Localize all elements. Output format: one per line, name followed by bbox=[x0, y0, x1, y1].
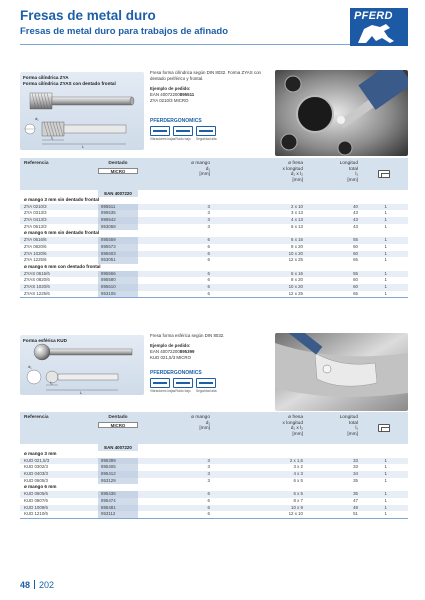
cell-ean: 895481 bbox=[98, 505, 138, 512]
cell-pack: 1 bbox=[384, 203, 387, 209]
cell-reference: ZYA 0613/3 bbox=[24, 223, 47, 229]
dim-l2: l₁ bbox=[51, 135, 54, 140]
page-number: 48 bbox=[20, 580, 31, 590]
cell-pack: 1 bbox=[384, 257, 387, 263]
cell-reference: ZYAS 0820/6 bbox=[24, 277, 50, 283]
cell-pack: 1 bbox=[384, 504, 387, 510]
table-body bbox=[20, 197, 408, 297]
cell-length: 40 bbox=[353, 203, 358, 209]
table-section-heading: ø mango 6 mm con dentado frontal bbox=[20, 264, 408, 271]
cell-ean: 895535 bbox=[98, 210, 138, 217]
cell-head: 6 x 13 bbox=[291, 223, 303, 229]
table-row bbox=[20, 458, 408, 465]
cell-length: 35 bbox=[353, 477, 358, 483]
cell-shank: 6 bbox=[207, 257, 210, 263]
cell-head: 6 x 5 bbox=[293, 477, 303, 483]
cell-shank: 6 bbox=[207, 237, 210, 243]
dim-d1: d₁ bbox=[28, 364, 32, 369]
table-header: Referencia Dentado MICRO ø mango d₁ [mm] ø fresa x longitud d₁ x l₂ [mm] Longitud total l₁ [mm] bbox=[20, 158, 408, 190]
cell-reference: ZYA 1020/6 bbox=[24, 250, 47, 256]
cell-head: 12 x 10 bbox=[288, 511, 303, 517]
cell-ean: 953129 bbox=[98, 478, 138, 485]
cell-ean: 895474 bbox=[98, 498, 138, 505]
cell-ean: 953112 bbox=[98, 511, 138, 518]
cell-head: 12 x 25 bbox=[288, 257, 303, 263]
cell-length: 55 bbox=[353, 270, 358, 276]
cell-ean: 895405 bbox=[98, 464, 138, 471]
dim-l1: L bbox=[80, 390, 83, 395]
micro-label: MICRO bbox=[98, 168, 138, 174]
table-kud bbox=[20, 412, 408, 519]
cell-pack: 1 bbox=[384, 491, 387, 497]
cell-head: 10 x 20 bbox=[288, 283, 303, 289]
table-row bbox=[20, 491, 408, 498]
cell-head: 10 x 9 bbox=[291, 504, 303, 510]
pferd-logo: PFERD bbox=[350, 8, 408, 46]
cell-reference: KUD 1210/6 bbox=[24, 511, 48, 517]
vibration-icon: Vibraciones bajas bbox=[150, 378, 170, 393]
noise-icon: Ruido bajo bbox=[173, 378, 193, 393]
table-row bbox=[20, 464, 408, 471]
cell-length: 60 bbox=[353, 243, 358, 249]
cell-pack: 1 bbox=[384, 217, 387, 223]
cell-head: 12 x 25 bbox=[288, 290, 303, 296]
table-row bbox=[20, 217, 408, 224]
cell-shank: 3 bbox=[207, 210, 210, 216]
cell-length: 65 bbox=[353, 290, 358, 296]
table-row bbox=[20, 251, 408, 258]
diagram-title: Forma cilíndrica ZYA Forma cilíndrica ZYAS con dentado frontal bbox=[23, 75, 116, 86]
cell-shank: 3 bbox=[207, 464, 210, 470]
cell-length: 34 bbox=[353, 471, 358, 477]
table-row bbox=[20, 511, 408, 518]
cell-pack: 1 bbox=[384, 471, 387, 477]
cylinder-burr-drawing bbox=[20, 72, 144, 150]
cell-pack: 1 bbox=[384, 250, 387, 256]
table-row bbox=[20, 498, 408, 505]
cell-ean: 895399 bbox=[98, 458, 138, 465]
table-zya bbox=[20, 158, 408, 298]
cell-head: 10 x 20 bbox=[288, 250, 303, 256]
cell-shank: 6 bbox=[207, 250, 210, 256]
cell-reference: ZYA 0413/3 bbox=[24, 217, 47, 223]
cell-pack: 1 bbox=[384, 223, 387, 229]
table-header: Referencia Dentado MICRO ø mango d₁ [mm] ø fresa x longitud d₁ x l₂ [mm] Longitud total l₁ [mm] bbox=[20, 412, 408, 444]
safety-icon: Seguridad alta bbox=[196, 378, 216, 393]
cell-reference: KUD 0605/6 bbox=[24, 491, 48, 497]
cell-head: 6 x 5 bbox=[293, 491, 303, 497]
cell-shank: 6 bbox=[207, 283, 210, 289]
cell-length: 43 bbox=[353, 217, 358, 223]
cell-reference: ZYAS 0616/6 bbox=[24, 270, 50, 276]
cell-reference: KUD 0302/3 bbox=[24, 464, 48, 470]
vibration-icon: Vibraciones bajas bbox=[150, 126, 170, 141]
cell-head: 3 x 2 bbox=[293, 464, 303, 470]
table-row bbox=[20, 204, 408, 211]
table-body bbox=[20, 451, 408, 518]
dim-l2: l₂ bbox=[50, 380, 53, 385]
cell-ean: 895603 bbox=[98, 251, 138, 258]
table-row bbox=[20, 271, 408, 278]
cell-reference: ZYA 0210/3 bbox=[24, 203, 47, 209]
table-row bbox=[20, 224, 408, 231]
cell-shank: 3 bbox=[207, 203, 210, 209]
ean-label: EAN 4007220 bbox=[98, 190, 138, 197]
table-row bbox=[20, 277, 408, 284]
cell-ean: 895511 bbox=[98, 204, 138, 211]
cell-pack: 1 bbox=[384, 270, 387, 276]
package-icon bbox=[378, 170, 390, 178]
cell-length: 43 bbox=[353, 210, 358, 216]
cell-reference: ZYA 0313/3 bbox=[24, 210, 47, 216]
cell-ean: 953105 bbox=[98, 291, 138, 298]
cell-shank: 3 bbox=[207, 457, 210, 463]
cell-reference: KUD 0403/3 bbox=[24, 471, 48, 477]
cell-length: 65 bbox=[353, 257, 358, 263]
table-row bbox=[20, 284, 408, 291]
package-icon bbox=[378, 424, 390, 432]
cell-pack: 1 bbox=[384, 290, 387, 296]
product-block-zya bbox=[20, 70, 408, 162]
cell-length: 33 bbox=[353, 464, 358, 470]
cell-reference: KUD 021,5/3 bbox=[24, 457, 50, 463]
cell-ean: 953068 bbox=[98, 224, 138, 231]
product-photo-zya bbox=[275, 70, 408, 156]
cell-head: 6 x 16 bbox=[291, 270, 303, 276]
cell-shank: 3 bbox=[207, 223, 210, 229]
cell-reference: ZYA 1225/6 bbox=[24, 257, 47, 263]
diagram-title: Forma esférica KUD bbox=[23, 338, 67, 343]
cell-reference: KUD 0807/6 bbox=[24, 497, 48, 503]
ergonomics-panel bbox=[150, 118, 250, 146]
cell-length: 60 bbox=[353, 283, 358, 289]
cell-head: 4 x 13 bbox=[291, 217, 303, 223]
cell-head: 8 x 7 bbox=[293, 497, 303, 503]
product-diagram-zya bbox=[20, 72, 144, 150]
page-footer bbox=[20, 580, 54, 590]
cell-shank: 3 bbox=[207, 471, 210, 477]
micro-label: MICRO bbox=[98, 422, 138, 428]
cell-ean: 895580 bbox=[98, 277, 138, 284]
cell-ean: 895610 bbox=[98, 284, 138, 291]
table-row bbox=[20, 291, 408, 298]
cell-shank: 6 bbox=[207, 243, 210, 249]
cell-pack: 1 bbox=[384, 283, 387, 289]
cell-reference: ZYA 0820/6 bbox=[24, 243, 47, 249]
table-section-heading: ø mango 6 mm sin dentado frontal bbox=[20, 230, 408, 237]
cell-shank: 3 bbox=[207, 217, 210, 223]
ergonomics-title: PFERDERGONOMICS bbox=[150, 118, 202, 124]
cell-reference: KUD 0605/3 bbox=[24, 477, 48, 483]
cell-shank: 6 bbox=[207, 511, 210, 517]
cell-length: 60 bbox=[353, 277, 358, 283]
ergonomics-panel bbox=[150, 370, 250, 398]
cell-length: 55 bbox=[353, 237, 358, 243]
cell-ean: 895566 bbox=[98, 271, 138, 278]
table-row bbox=[20, 237, 408, 244]
table-row bbox=[20, 257, 408, 264]
cell-head: 2 x 1,5 bbox=[289, 457, 303, 463]
page-total: 202 bbox=[39, 580, 55, 590]
table-section-heading: ø mango 3 mm bbox=[20, 451, 408, 458]
table-row bbox=[20, 210, 408, 217]
cell-length: 47 bbox=[353, 497, 358, 503]
product-diagram-kud bbox=[20, 335, 144, 395]
cell-head: 4 x 3 bbox=[293, 471, 303, 477]
cell-head: 2 x 10 bbox=[291, 203, 303, 209]
cell-ean: 895573 bbox=[98, 244, 138, 251]
cell-pack: 1 bbox=[384, 277, 387, 283]
cell-length: 33 bbox=[353, 457, 358, 463]
table-section-heading: ø mango 3 mm sin dentado frontal bbox=[20, 197, 408, 204]
table-row bbox=[20, 471, 408, 478]
cell-shank: 6 bbox=[207, 277, 210, 283]
header-divider bbox=[20, 44, 350, 45]
cell-shank: 6 bbox=[207, 270, 210, 276]
cell-pack: 1 bbox=[384, 457, 387, 463]
cell-ean: 895559 bbox=[98, 237, 138, 244]
cell-ean: 895436 bbox=[98, 491, 138, 498]
table-row bbox=[20, 478, 408, 485]
cell-ean: 895412 bbox=[98, 471, 138, 478]
cell-shank: 6 bbox=[207, 290, 210, 296]
cell-reference: KUD 1009/6 bbox=[24, 504, 48, 510]
table-section-heading: ø mango 6 mm bbox=[20, 484, 408, 491]
page-header bbox=[20, 8, 350, 38]
cell-pack: 1 bbox=[384, 477, 387, 483]
dim-d1: d₁ bbox=[35, 116, 39, 121]
cell-pack: 1 bbox=[384, 464, 387, 470]
cell-head: 6 x 16 bbox=[291, 237, 303, 243]
cell-length: 49 bbox=[353, 504, 358, 510]
cell-reference: ZYA 0616/6 bbox=[24, 237, 47, 243]
cell-pack: 1 bbox=[384, 511, 387, 517]
cell-shank: 6 bbox=[207, 497, 210, 503]
product-description: Fresa forma cilíndrica según DIN 8032. Forma ZYAS con dentado periférico y frontal. Ejemplo de pedido: EAN 40072200895511 ZYA 0210/3 MICRO bbox=[150, 70, 261, 103]
cell-shank: 3 bbox=[207, 477, 210, 483]
cell-length: 60 bbox=[353, 250, 358, 256]
cell-shank: 6 bbox=[207, 504, 210, 510]
cell-ean: 895542 bbox=[98, 217, 138, 224]
noise-icon: Ruido bajo bbox=[173, 126, 193, 141]
product-description: Fresa forma esférica según DIN 8032. Ejemplo de pedido: EAN 40072200895399 KUD 021,5/3 MICRO bbox=[150, 333, 225, 360]
safety-icon: Seguridad alta bbox=[196, 126, 216, 141]
ball-burr-drawing bbox=[20, 335, 144, 395]
ergonomics-title: PFERDERGONOMICS bbox=[150, 370, 202, 376]
cell-length: 51 bbox=[353, 511, 358, 517]
cell-head: 3 x 13 bbox=[291, 210, 303, 216]
table-row bbox=[20, 244, 408, 251]
cell-ean: 953051 bbox=[98, 257, 138, 264]
ean-label: EAN 4007220 bbox=[98, 444, 138, 451]
cell-pack: 1 bbox=[384, 243, 387, 249]
page-title: Fresas de metal duro bbox=[20, 8, 156, 23]
page-subtitle: Fresas de metal duro para trabajos de afinado bbox=[20, 26, 229, 37]
cell-reference: ZYAS 1020/6 bbox=[24, 283, 50, 289]
product-photo-kud bbox=[275, 333, 408, 411]
cell-head: 8 x 20 bbox=[291, 243, 303, 249]
cell-reference: ZYAS 1225/6 bbox=[24, 290, 50, 296]
cell-shank: 6 bbox=[207, 491, 210, 497]
cell-pack: 1 bbox=[384, 497, 387, 503]
cell-head: 8 x 20 bbox=[291, 277, 303, 283]
cell-pack: 1 bbox=[384, 237, 387, 243]
table-row bbox=[20, 505, 408, 512]
dim-l1: L bbox=[82, 144, 85, 149]
cell-length: 43 bbox=[353, 223, 358, 229]
cell-pack: 1 bbox=[384, 210, 387, 216]
cell-length: 35 bbox=[353, 491, 358, 497]
horse-icon bbox=[350, 21, 408, 46]
